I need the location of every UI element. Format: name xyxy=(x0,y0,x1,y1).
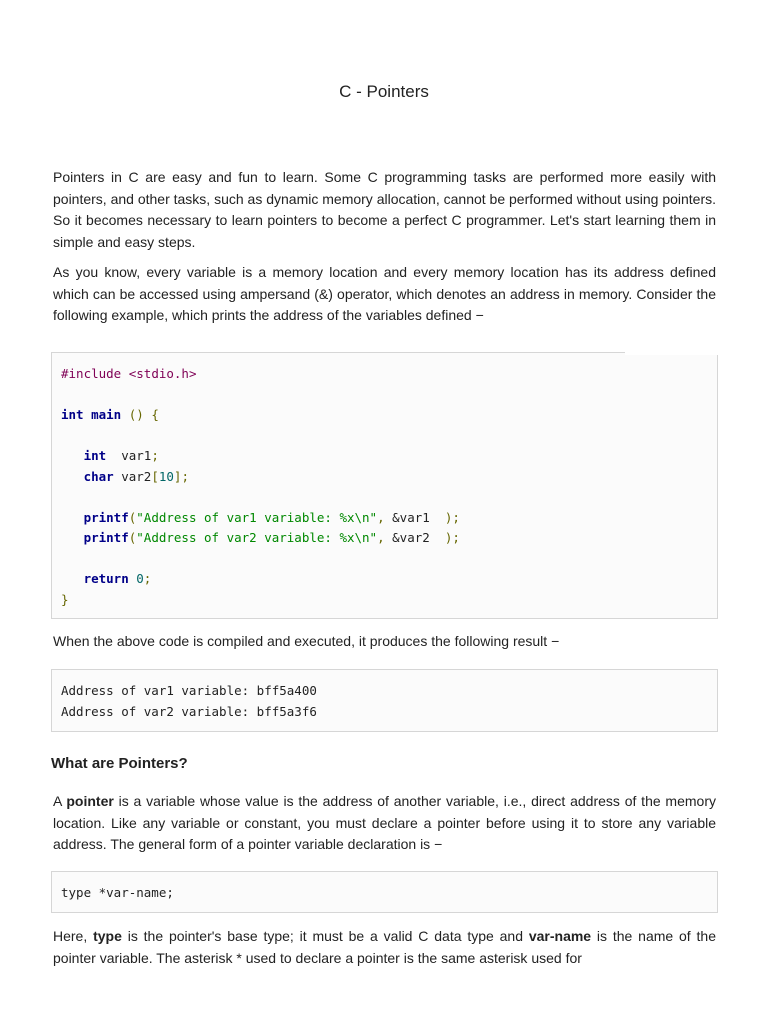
section-heading: What are Pointers? xyxy=(51,755,188,772)
bold-term-type: type xyxy=(93,928,122,944)
code-token: printf xyxy=(83,530,129,545)
text-span: is the name of the pointer variable. The asterisk * used to declare a pointer is the same asterisk used for xyxy=(53,928,716,966)
code-token: { xyxy=(151,407,159,422)
declaration-code: type *var-name; xyxy=(61,885,174,900)
code-token: 10 xyxy=(158,468,174,484)
code-token: #include xyxy=(61,366,122,381)
code-token: char xyxy=(83,468,114,484)
code-token: var2 xyxy=(121,468,152,484)
code-token: &var2 xyxy=(392,530,430,545)
intro-paragraph-2: As you know, every variable is a memory location and every memory location has its address defined which can be accessed using ampersand (&) operator, which denotes an address in memory. Consider the following example, which prints the address of the variables defined − xyxy=(53,264,716,323)
type-explanation-paragraph xyxy=(53,926,716,969)
pointer-definition-paragraph xyxy=(53,791,716,856)
text-span: Here, xyxy=(53,928,94,944)
code-token: <stdio.h> xyxy=(128,366,197,381)
code-token: int xyxy=(61,407,84,422)
code-token: return xyxy=(83,571,129,586)
code-block-top-edge xyxy=(625,352,718,355)
bold-term-var-name: var-name xyxy=(528,928,592,944)
result-line: Address of var1 variable: bff5a400 xyxy=(61,683,317,698)
example-code-block xyxy=(51,352,718,619)
result-output-block xyxy=(51,669,718,732)
text-span: is the pointer's base type; it must be a valid C data type and xyxy=(121,928,529,944)
intro-paragraph-1: Pointers in C are easy and fun to learn. Some C programming tasks are performed more easily with pointers, and other tasks, such as dynamic memory allocation, cannot be performed without using pointers. So it becomes necessary to learn pointers to become a perfect C programmer. Let's start learning them in simple and easy steps. xyxy=(53,169,717,250)
code-token: main xyxy=(91,407,122,422)
code-token: } xyxy=(61,591,69,607)
code-token: "Address of var1 variable: %x\n" xyxy=(136,509,378,525)
code-token: printf xyxy=(83,509,129,525)
text-span: is a variable whose value is the address of another variable, i.e., direct address of the memory location. Like any variable or constant, you must declare a pointer before using it to store any variable address. The general form of a pointer variable declaration is − xyxy=(53,793,716,852)
result-intro: When the above code is compiled and executed, it produces the following result − xyxy=(53,633,560,649)
code-token: int xyxy=(83,448,107,463)
result-line: Address of var2 variable: bff5a3f6 xyxy=(61,704,317,719)
code-token: () xyxy=(128,407,144,422)
example-code: #include <stdio.h> int main () { int var1; char var2[10]; printf("Address of var1 variable: %x\n", &var1 ); printf("Address of var2 variable: %x\n", &var2 ); return 0; } xyxy=(61,366,460,607)
text-span: A xyxy=(53,793,67,809)
page-title: C - Pointers xyxy=(339,82,429,101)
result-output xyxy=(61,680,717,722)
code-token: var1 xyxy=(121,448,152,463)
declaration-code-block xyxy=(51,871,718,913)
code-token: "Address of var2 variable: %x\n" xyxy=(136,530,378,545)
bold-term-pointer: pointer xyxy=(66,793,114,809)
code-token: 0 xyxy=(136,571,144,586)
code-token: &var1 xyxy=(392,509,430,525)
